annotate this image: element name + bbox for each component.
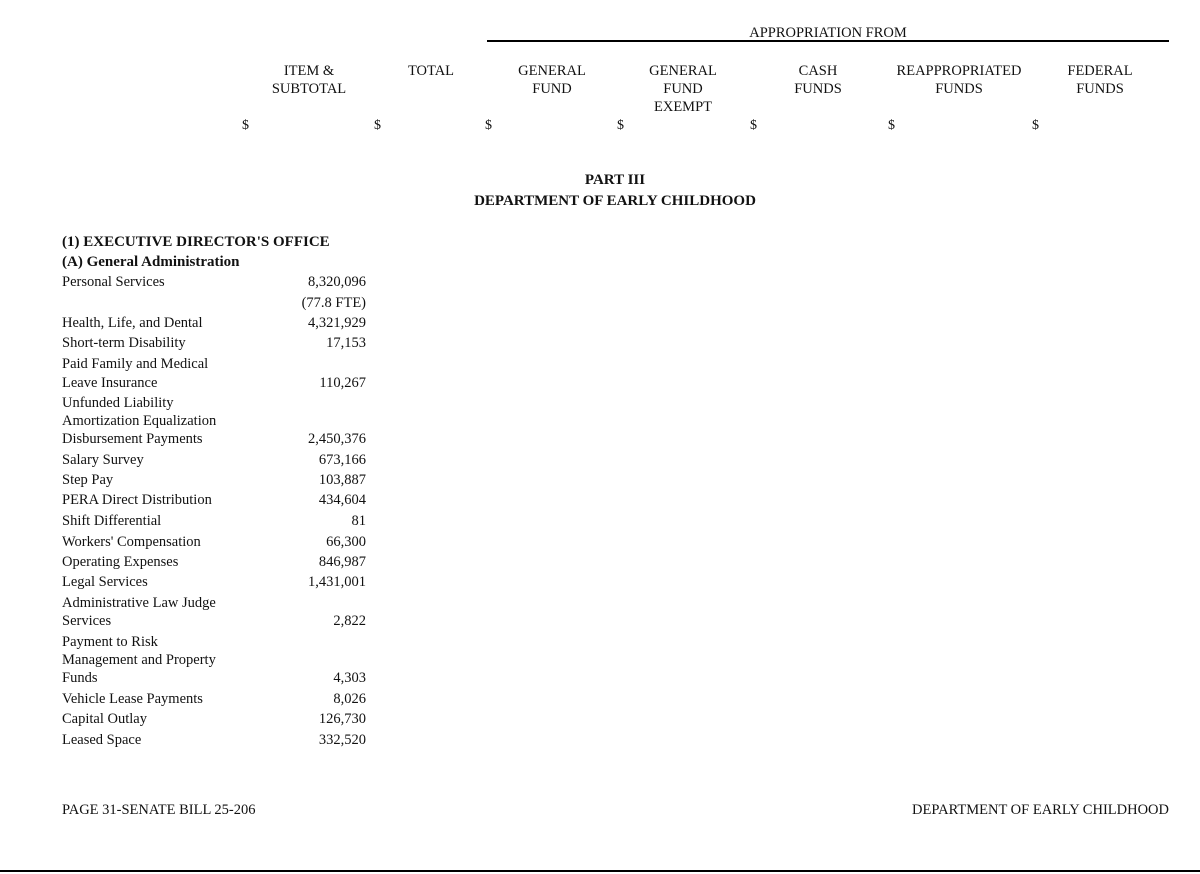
- col-header-cash-funds: CASH FUNDS: [794, 63, 842, 97]
- line-item-amount: 4,321,929: [308, 315, 366, 331]
- line-item-amount: 673,166: [318, 452, 366, 468]
- line-item-fte: (77.8 FTE): [301, 295, 366, 311]
- line-item-label: Payment to Risk: [62, 634, 158, 650]
- dollar-sign: $: [242, 118, 249, 133]
- col-header-item-subtotal: ITEM & SUBTOTAL: [271, 63, 347, 97]
- dollar-sign: $: [750, 118, 757, 133]
- line-item-amount: 332,520: [318, 732, 366, 748]
- line-item-label: Unfunded Liability: [62, 395, 174, 411]
- line-item-label: Personal Services: [62, 274, 165, 290]
- department-title: DEPARTMENT OF EARLY CHILDHOOD: [474, 193, 756, 209]
- line-item-amount: 17,153: [326, 335, 366, 351]
- dollar-sign: $: [888, 118, 895, 133]
- line-item-label: Capital Outlay: [62, 711, 147, 727]
- dollar-sign: $: [1032, 118, 1039, 133]
- line-item-label: PERA Direct Distribution: [62, 492, 212, 508]
- line-item-label: Management and Property: [62, 652, 216, 668]
- line-item-label: Amortization Equalization: [62, 413, 217, 429]
- line-item-amount: 8,320,096: [308, 274, 366, 290]
- part-number: PART III: [584, 172, 646, 188]
- line-item-amount: 1,431,001: [308, 574, 366, 590]
- col-header-federal-funds: FEDERAL FUNDS: [1067, 63, 1133, 97]
- line-item-label: Disbursement Payments: [62, 431, 203, 447]
- line-item-label: Services: [62, 613, 112, 629]
- line-item-amount: 81: [351, 513, 366, 529]
- col-header-reappropriated-funds: REAPPROPRIATED FUNDS: [896, 63, 1022, 97]
- footer-page-number: PAGE 31-SENATE BILL 25-206: [62, 802, 256, 818]
- line-item-label: Legal Services: [62, 574, 148, 590]
- line-item-label: Operating Expenses: [62, 554, 179, 570]
- section-subheading: (A) General Administration: [62, 254, 240, 270]
- line-item-label: Health, Life, and Dental: [62, 315, 203, 331]
- line-item-amount: 2,450,376: [308, 431, 366, 447]
- line-item-amount: 434,604: [318, 492, 366, 508]
- section-heading: (1) EXECUTIVE DIRECTOR'S OFFICE: [62, 234, 330, 250]
- line-item-amount: 4,303: [333, 670, 366, 686]
- line-item-label: Leased Space: [62, 732, 142, 748]
- line-item-amount: 110,267: [319, 375, 366, 391]
- col-header-general-fund-exempt: GENERAL FUND EXEMPT: [649, 63, 717, 115]
- footer-department: DEPARTMENT OF EARLY CHILDHOOD: [912, 802, 1169, 818]
- dollar-sign: $: [485, 118, 492, 133]
- dollar-sign: $: [617, 118, 624, 133]
- line-item-label: Short-term Disability: [62, 335, 186, 351]
- line-item-amount: 8,026: [333, 691, 366, 707]
- bottom-rule: [0, 870, 1200, 872]
- line-item-amount: 846,987: [318, 554, 366, 570]
- line-item-label: Workers' Compensation: [62, 534, 201, 550]
- line-item-label: Salary Survey: [62, 452, 144, 468]
- line-item-label: Vehicle Lease Payments: [62, 691, 203, 707]
- dollar-sign: $: [374, 118, 381, 133]
- col-header-general-fund: GENERAL FUND: [518, 63, 586, 97]
- col-header-total: TOTAL: [407, 63, 455, 79]
- line-item-label: Administrative Law Judge: [62, 595, 216, 611]
- line-item-label: Shift Differential: [62, 513, 162, 529]
- line-item-amount: 66,300: [326, 534, 366, 550]
- line-item-amount: 2,822: [333, 613, 366, 629]
- line-item-amount: 126,730: [318, 711, 366, 727]
- line-item-label: Leave Insurance: [62, 375, 158, 391]
- line-item-label: Funds: [62, 670, 98, 686]
- line-item-label: Step Pay: [62, 472, 114, 488]
- appropriation-from-label: APPROPRIATION FROM: [749, 25, 907, 41]
- line-item-label: Paid Family and Medical: [62, 356, 209, 372]
- line-item-amount: 103,887: [318, 472, 366, 488]
